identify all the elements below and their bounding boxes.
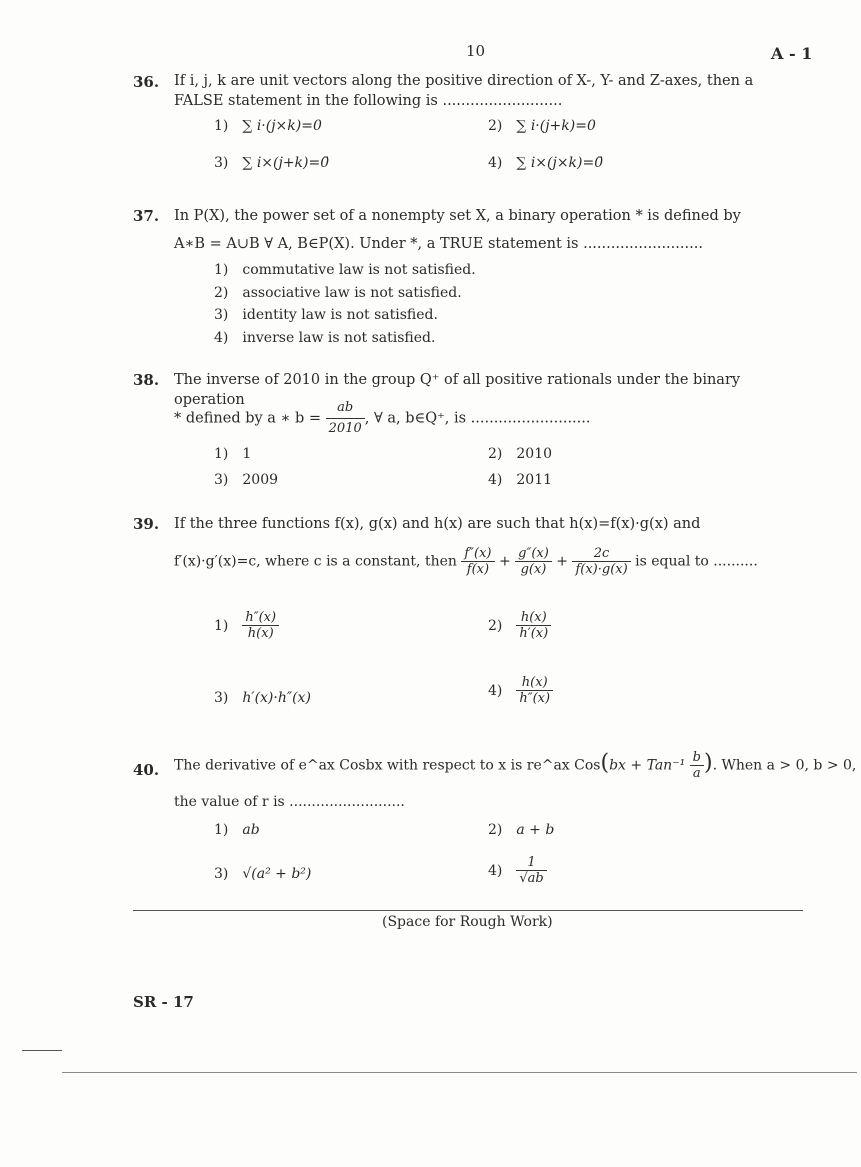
question-40-number: 40. — [133, 761, 160, 779]
q36-option-2[interactable]: 2) ∑ i·(j+k)=0 — [488, 118, 596, 134]
q37-option-4[interactable]: 4) inverse law is not satisfied. — [214, 330, 436, 346]
q38-option-1[interactable]: 1) 1 — [214, 446, 252, 462]
q39-option-1[interactable]: 1) $\frac{h''(x)}{h(x)}$ — [214, 610, 279, 641]
question-38-line-2: * defined by a ∗ b = $\frac{ab}{2010}$ , ∀ a, b∈Q⁺, is .......................... — [174, 398, 591, 439]
question-38-line-1: The inverse of 2010 in the group Q⁺ of all positive rationals under the binary operation — [174, 372, 741, 408]
question-38-number: 38. — [133, 371, 160, 389]
question-39-line-2: f′(x)·g′(x)=c, where c is a constant, then $\frac{f''(x)}{f(x)}$ + $\frac{g''(x)}{g(x)}$ + $\frac{2c}{f(x)\cdot g(x)}$ is equal to .......... — [174, 546, 758, 577]
q36-option-3[interactable]: 3) ∑ i×(j+k)=0̄ — [214, 155, 330, 171]
page-number: 10 — [466, 42, 486, 60]
q40-option-4[interactable]: 4) $\frac{1}{√ab}$ — [488, 855, 547, 886]
scan-mark — [22, 1050, 62, 1051]
question-37-line-1: In P(X), the power set of a nonempty set X, a binary operation * is defined by — [174, 208, 741, 224]
rough-work-label: (Space for Rough Work) — [382, 914, 553, 930]
question-40-line-2: the value of r is .......................... — [174, 794, 405, 810]
q38-option-3[interactable]: 3) 2009 — [214, 472, 279, 488]
booklet-code: A - 1 — [771, 44, 813, 63]
q39-option-3[interactable]: 3) h′(x)·h″(x) — [214, 690, 311, 706]
scan-edge-line — [62, 1072, 857, 1073]
rough-work-divider — [133, 910, 803, 911]
question-39-number: 39. — [133, 515, 160, 533]
q39-option-2[interactable]: 2) $\frac{h(x)}{h'(x)}$ — [488, 610, 551, 641]
q36-option-1[interactable]: 1) ∑ i·(j×k)=0 — [214, 118, 322, 134]
q39-option-4[interactable]: 4) $\frac{h(x)}{h''(x)}$ — [488, 675, 553, 706]
q40-option-2[interactable]: 2) a + b — [488, 822, 555, 838]
q37-option-2[interactable]: 2) associative law is not satisfied. — [214, 285, 462, 301]
q36-option-4[interactable]: 4) ∑ i×(j×k)=0̄ — [488, 155, 604, 171]
question-36-number: 36. — [133, 73, 160, 91]
question-37-number: 37. — [133, 207, 160, 225]
q40-option-3[interactable]: 3) √(a² + b²) — [214, 866, 312, 882]
q37-option-1[interactable]: 1) commutative law is not satisfied. — [214, 262, 476, 278]
q38-fraction: $\frac{ab}{2010}$ — [326, 398, 365, 439]
q40-option-1[interactable]: 1) ab — [214, 822, 260, 838]
q37-option-3[interactable]: 3) identity law is not satisfied. — [214, 307, 438, 323]
series-code: SR - 17 — [133, 993, 194, 1011]
question-36-text: If i, j, k are unit vectors along the positive direction of X-, Y- and Z-axes, then a FALSE statement in the following is .......................... — [174, 73, 754, 109]
question-39-line-1: If the three functions f(x), g(x) and h(x) are such that h(x)=f(x)·g(x) and — [174, 516, 701, 532]
q38-option-4[interactable]: 4) 2011 — [488, 472, 553, 488]
q38-option-2[interactable]: 2) 2010 — [488, 446, 553, 462]
question-37-line-2: A∗B = A∪B ∀ A, B∈P(X). Under *, a TRUE statement is .......................... — [174, 236, 703, 252]
question-40-line-1: The derivative of e^ax Cosbx with respect to x is re^ax Cos(bx + Tan⁻¹ $\frac{b}{a}$ ). When a > 0, b > 0, — [174, 750, 857, 781]
